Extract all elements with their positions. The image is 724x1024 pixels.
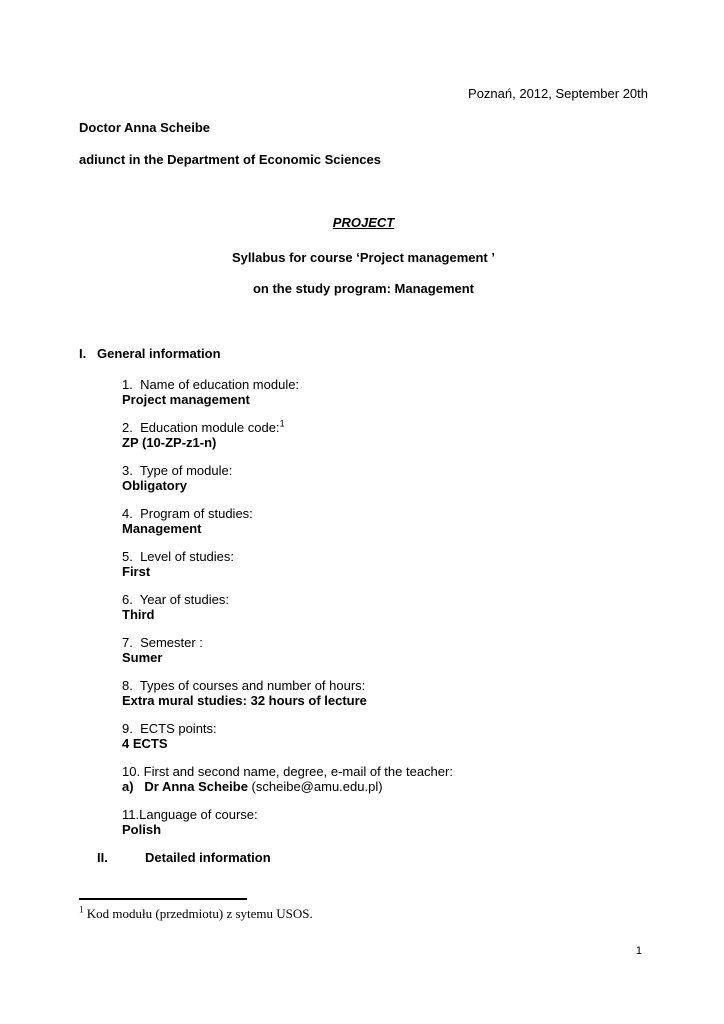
item-label [122,420,648,435]
item-value: Sumer [122,650,163,665]
document-subtitle-course: Syllabus for course ‘Project management ’ [232,250,495,265]
item-label: 10. First and second name, degree, e-mail of the teacher: [122,764,453,779]
item-label: 4. Program of studies: [122,506,253,521]
footnote [79,898,639,922]
list-item-course-types [122,678,648,708]
item-label: 3. Type of module: [122,463,233,478]
list-item-year [122,592,648,622]
list-item-semester [122,635,648,665]
list-item-module-name [122,377,648,407]
footnote-text [79,906,639,922]
author-title: adiunct in the Department of Economic Sciences [79,152,381,167]
item-value [122,779,648,794]
list-item-language [122,807,648,837]
item-value: Third [122,607,155,622]
date-line: Poznań, 2012, September 20th [468,86,648,101]
teacher-email: (scheibe@amu.edu.pl) [247,779,383,794]
item-value: Obligatory [122,478,188,493]
title-block [79,215,648,297]
item-value: Management [122,521,202,536]
list-item-level [122,549,648,579]
item-label: 1. Name of education module: [122,377,300,392]
footnote-divider [79,898,247,900]
item-label: 7. Semester : [122,635,203,650]
section-2-heading [79,850,648,866]
teacher-name: a) Dr Anna Scheibe [122,779,248,794]
section-1-title: General information [97,346,221,361]
document-title: PROJECT [332,215,395,230]
author-name: Doctor Anna Scheibe [79,120,210,135]
item-label-text: 2. Education module code: [122,420,280,435]
item-label: 5. Level of studies: [122,549,235,564]
footnote-body: Kod modułu (przedmiotu) z sytemu USOS. [83,906,313,921]
item-label: 6. Year of studies: [122,592,229,607]
item-value: 4 ECTS [122,736,168,751]
item-label: 11.Language of course: [122,807,258,822]
list-item-module-type [122,463,648,493]
section-2-number: II. [97,850,108,865]
item-value: Extra mural studies: 32 hours of lecture [122,693,367,708]
list-item-teacher [122,764,648,794]
item-label: 8. Types of courses and number of hours: [122,678,366,693]
item-value: First [122,564,151,579]
section-2-title: Detailed information [145,850,271,865]
page-number: 1 [635,945,642,957]
general-information-list [122,377,648,837]
item-value: Polish [122,822,162,837]
item-value: ZP (10-ZP-z1-n) [122,435,217,450]
section-1-heading [79,346,648,362]
item-value: Project management [122,392,250,407]
list-item-ects [122,721,648,751]
section-1-number: I. [79,346,87,361]
list-item-module-code [122,420,648,450]
document-subtitle-program: on the study program: Management [252,281,475,296]
footnote-marker: 1 [79,904,84,915]
list-item-program [122,506,648,536]
item-label: 9. ECTS points: [122,721,217,736]
footnote-reference: 1 [279,418,285,429]
